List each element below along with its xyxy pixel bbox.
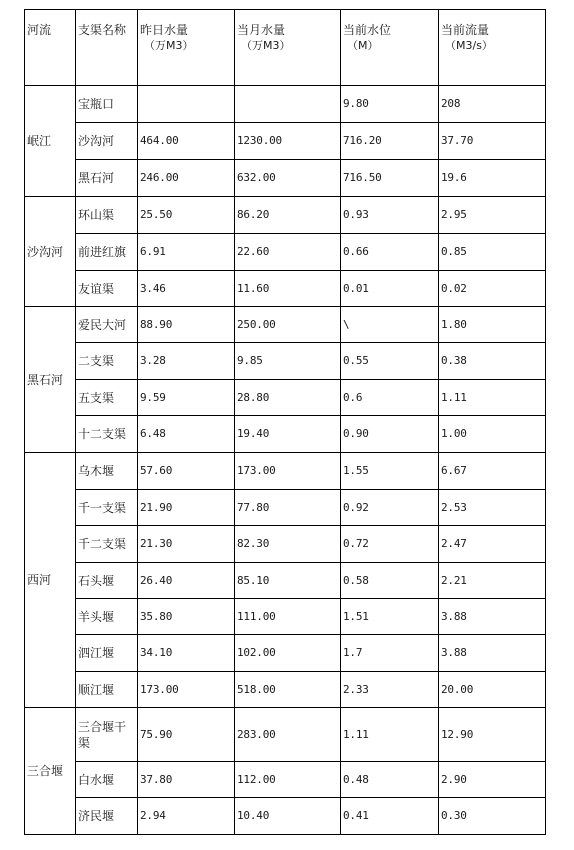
table-row <box>25 234 546 271</box>
yesterday-cell: 25.50 <box>138 197 235 234</box>
yesterday-cell: 3.46 <box>138 271 235 307</box>
month-cell: 250.00 <box>235 307 341 343</box>
yesterday-cell <box>138 86 235 123</box>
header-yesterday-title: 昨日水量 <box>140 23 189 37</box>
yesterday-cell: 21.30 <box>138 526 235 563</box>
yesterday-cell: 2.94 <box>138 798 235 835</box>
header-flow <box>439 10 546 86</box>
table-row <box>25 123 546 160</box>
table-row <box>25 86 546 123</box>
header-river: 河流 <box>25 10 76 86</box>
river-cell: 黑石河 <box>25 307 76 453</box>
table-row <box>25 635 546 672</box>
header-level-unit: （M） <box>347 39 379 52</box>
table-row <box>25 490 546 526</box>
month-cell: 22.60 <box>235 234 341 271</box>
month-cell: 518.00 <box>235 672 341 708</box>
flow-cell: 1.11 <box>439 380 546 416</box>
level-cell: 1.11 <box>341 708 439 762</box>
branch-cell: 白水堰 <box>76 762 138 798</box>
flow-cell: 2.53 <box>439 490 546 526</box>
level-cell: 0.58 <box>341 563 439 599</box>
level-cell: 0.90 <box>341 416 439 453</box>
table-body <box>25 10 546 835</box>
yesterday-cell: 26.40 <box>138 563 235 599</box>
yesterday-cell: 35.80 <box>138 599 235 635</box>
header-branch: 支渠名称 <box>76 10 138 86</box>
header-month <box>235 10 341 86</box>
month-cell: 86.20 <box>235 197 341 234</box>
header-month-title: 当月水量 <box>237 23 286 37</box>
month-cell: 77.80 <box>235 490 341 526</box>
branch-cell: 三合堰干渠 <box>76 708 138 762</box>
branch-cell: 十二支渠 <box>76 416 138 453</box>
river-cell: 岷江 <box>25 86 76 197</box>
header-level-title: 当前水位 <box>343 23 392 37</box>
flow-cell: 20.00 <box>439 672 546 708</box>
flow-cell: 2.95 <box>439 197 546 234</box>
flow-cell: 1.80 <box>439 307 546 343</box>
header-row <box>25 10 546 86</box>
header-yesterday-unit: （万M3） <box>144 39 194 52</box>
table-row <box>25 762 546 798</box>
flow-cell: 208 <box>439 86 546 123</box>
branch-cell: 二支渠 <box>76 343 138 380</box>
yesterday-cell: 6.91 <box>138 234 235 271</box>
branch-cell: 友谊渠 <box>76 271 138 307</box>
table-row <box>25 307 546 343</box>
branch-cell: 千二支渠 <box>76 526 138 563</box>
branch-cell: 爱民大河 <box>76 307 138 343</box>
branch-cell: 环山渠 <box>76 197 138 234</box>
header-yesterday <box>138 10 235 86</box>
yesterday-cell: 173.00 <box>138 672 235 708</box>
table-row <box>25 380 546 416</box>
river-cell: 三合堰 <box>25 708 76 835</box>
month-cell: 102.00 <box>235 635 341 672</box>
level-cell: 1.51 <box>341 599 439 635</box>
level-cell: 9.80 <box>341 86 439 123</box>
level-cell: 1.55 <box>341 453 439 490</box>
yesterday-cell: 3.28 <box>138 343 235 380</box>
level-cell: 0.41 <box>341 798 439 835</box>
level-cell: 0.55 <box>341 343 439 380</box>
table-row <box>25 563 546 599</box>
yesterday-cell: 464.00 <box>138 123 235 160</box>
river-cell: 沙沟河 <box>25 197 76 307</box>
yesterday-cell: 6.48 <box>138 416 235 453</box>
header-month-unit: （万M3） <box>241 39 291 52</box>
table-row <box>25 271 546 307</box>
branch-cell: 前进红旗 <box>76 234 138 271</box>
water-data-table <box>24 9 546 835</box>
level-cell: 0.66 <box>341 234 439 271</box>
month-cell: 82.30 <box>235 526 341 563</box>
yesterday-cell: 9.59 <box>138 380 235 416</box>
branch-cell: 五支渠 <box>76 380 138 416</box>
yesterday-cell: 75.90 <box>138 708 235 762</box>
flow-cell: 19.6 <box>439 160 546 197</box>
branch-cell: 羊头堰 <box>76 599 138 635</box>
branch-cell: 乌木堰 <box>76 453 138 490</box>
branch-cell: 石头堰 <box>76 563 138 599</box>
flow-cell: 37.70 <box>439 123 546 160</box>
table-row <box>25 416 546 453</box>
month-cell: 632.00 <box>235 160 341 197</box>
flow-cell: 0.85 <box>439 234 546 271</box>
flow-cell: 3.88 <box>439 635 546 672</box>
yesterday-cell: 37.80 <box>138 762 235 798</box>
branch-cell: 顺江堰 <box>76 672 138 708</box>
level-cell: 0.01 <box>341 271 439 307</box>
month-cell: 283.00 <box>235 708 341 762</box>
month-cell: 173.00 <box>235 453 341 490</box>
flow-cell: 3.88 <box>439 599 546 635</box>
table-row <box>25 599 546 635</box>
header-flow-unit: （M3/s） <box>445 39 493 52</box>
yesterday-cell: 88.90 <box>138 307 235 343</box>
branch-cell: 黑石河 <box>76 160 138 197</box>
month-cell: 19.40 <box>235 416 341 453</box>
month-cell: 10.40 <box>235 798 341 835</box>
flow-cell: 0.30 <box>439 798 546 835</box>
table-row <box>25 708 546 762</box>
yesterday-cell: 21.90 <box>138 490 235 526</box>
branch-cell: 济民堰 <box>76 798 138 835</box>
branch-cell: 宝瓶口 <box>76 86 138 123</box>
flow-cell: 6.67 <box>439 453 546 490</box>
flow-cell: 2.90 <box>439 762 546 798</box>
table-row <box>25 526 546 563</box>
level-cell: 716.50 <box>341 160 439 197</box>
level-cell: 0.93 <box>341 197 439 234</box>
table-row <box>25 197 546 234</box>
yesterday-cell: 34.10 <box>138 635 235 672</box>
flow-cell: 2.47 <box>439 526 546 563</box>
level-cell: 0.92 <box>341 490 439 526</box>
month-cell: 85.10 <box>235 563 341 599</box>
level-cell: 0.72 <box>341 526 439 563</box>
month-cell: 112.00 <box>235 762 341 798</box>
month-cell <box>235 86 341 123</box>
flow-cell: 0.02 <box>439 271 546 307</box>
level-cell: 716.20 <box>341 123 439 160</box>
table-row <box>25 160 546 197</box>
yesterday-cell: 57.60 <box>138 453 235 490</box>
table-row <box>25 798 546 835</box>
table-row <box>25 672 546 708</box>
header-level <box>341 10 439 86</box>
month-cell: 11.60 <box>235 271 341 307</box>
level-cell: \ <box>341 307 439 343</box>
table-row <box>25 453 546 490</box>
level-cell: 1.7 <box>341 635 439 672</box>
header-flow-title: 当前流量 <box>441 23 490 37</box>
month-cell: 9.85 <box>235 343 341 380</box>
yesterday-cell: 246.00 <box>138 160 235 197</box>
flow-cell: 1.00 <box>439 416 546 453</box>
flow-cell: 12.90 <box>439 708 546 762</box>
flow-cell: 0.38 <box>439 343 546 380</box>
table-row <box>25 343 546 380</box>
branch-cell: 泗江堰 <box>76 635 138 672</box>
level-cell: 0.6 <box>341 380 439 416</box>
level-cell: 2.33 <box>341 672 439 708</box>
level-cell: 0.48 <box>341 762 439 798</box>
branch-cell: 沙沟河 <box>76 123 138 160</box>
month-cell: 111.00 <box>235 599 341 635</box>
flow-cell: 2.21 <box>439 563 546 599</box>
month-cell: 1230.00 <box>235 123 341 160</box>
river-cell: 西河 <box>25 453 76 708</box>
branch-cell: 千一支渠 <box>76 490 138 526</box>
month-cell: 28.80 <box>235 380 341 416</box>
